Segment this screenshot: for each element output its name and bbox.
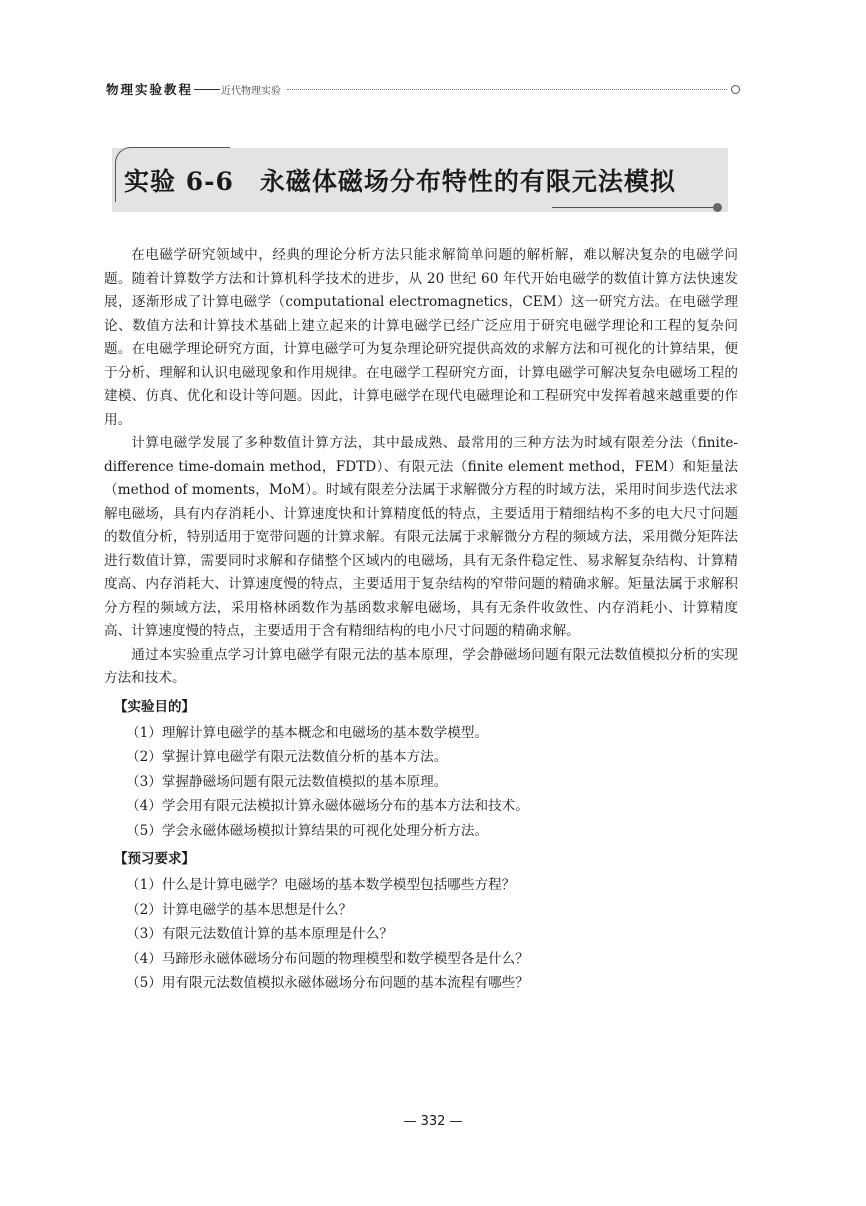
list-item: （1）理解计算电磁学的基本概念和电磁场的基本数学模型。: [126, 724, 489, 741]
preview-heading: 【预习要求】: [114, 851, 195, 867]
page-number: — 332 —: [403, 1114, 463, 1129]
header-dotted-rule: [287, 89, 727, 90]
list-item: （2）掌握计算电磁学有限元法数值分析的基本方法。: [126, 749, 448, 765]
list-item: （5）用有限元法数值模拟永磁体磁场分布问题的基本流程有哪些？: [126, 975, 529, 991]
objectives-list: [104, 721, 738, 844]
list-item: （3）掌握静磁场问题有限元法数值模拟的基本原理。: [126, 773, 448, 790]
banner-dot-ornament: [713, 203, 722, 212]
page-body: [104, 244, 738, 996]
list-item: （1）什么是计算电磁学？电磁场的基本数学模型包括哪些方程？: [126, 877, 516, 893]
list-item: （4）学会用有限元法模拟计算永磁体磁场分布的基本方法和技术。: [126, 798, 529, 814]
purpose-paragraph: 通过本实验重点学习计算电磁学有限元法的基本原理，学会静磁场问题有限元法数值模拟分析的实现方法和技术。: [104, 646, 738, 686]
experiment-number: 实验 6-6: [124, 167, 234, 196]
experiment-title: [124, 162, 676, 198]
header-ring-ornament: [731, 85, 740, 94]
banner-left-rule: [115, 162, 116, 202]
methods-paragraph: 计算电磁学发展了多种数值计算方法，其中最成熟、最常用的三种方法为时域有限差分法（finite-difference time-domain method，FDTD）、有限元法（finite element method，FEM）和矩量法（method of moments，MoM）。时域有限差分法属于求解微分方程的时域方法，采用时间步迭代法求解电磁场，具有内存消耗小、计算速度快和计算精度低的特点，主要适用于精细结构不多的电大尺寸问题的数值分析，特别适用于宽带问题的计算求解。有限元法属于求解微分方程的频域方法，采用微分矩阵法进行数值计算，需要同时求解和存储整个区域内的电磁场，具有无条件稳定性、易求解复杂结构、计算精度高、内存消耗大、计算速度慢的特点，主要适用于复杂结构的窄带问题的精确求解。矩量法属于求解积分方程的频域方法，采用格林函数作为基函数求解电磁场，具有无条件收敛性、内存消耗小、计算精度高、计算速度慢的特点，主要适用于含有精细结构的电小尺寸问题的精确求解。: [104, 435, 738, 639]
preview-list: [104, 873, 738, 996]
chapter-subtitle: 近代物理实验: [221, 85, 282, 97]
banner-top-rule: [130, 147, 230, 148]
experiment-name: 永磁体磁场分布特性的有限元法模拟: [259, 167, 676, 196]
running-header: [106, 80, 740, 98]
book-title: 物理实验教程: [106, 82, 194, 97]
experiment-title-banner: [112, 148, 728, 212]
intro-paragraph: 在电磁学研究领域中，经典的理论分析方法只能求解简单问题的解析解，难以解决复杂的电磁学问题。随着计算数学方法和计算机科学技术的进步，从 20 世纪 60 年代开始电磁学的数值计算方法快速发展，逐渐形成了计算电磁学（computational electromagnetics，CEM）这一研究方法。在电磁学理论、数值方法和计算技术基础上建立起来的计算电磁学已经广泛应用于研究电磁学理论和工程的复杂问题。在电磁学理论研究方面，计算电磁学可为复杂理论研究提供高效的求解方法和可视化的计算结果，便于分析、理解和认识电磁现象和作用规律。在电磁学工程研究方面，计算电磁学可解决复杂电磁场工程的建模、仿真、优化和设计等问题。因此，计算电磁学在现代电磁理论和工程研究中发挥着越来越重要的作用。: [104, 247, 738, 428]
list-item: （5）学会永磁体磁场模拟计算结果的可视化处理分析方法。: [126, 822, 489, 839]
list-item: （3）有限元法数值计算的基本原理是什么？: [126, 926, 393, 942]
banner-bottom-rule: [552, 207, 720, 208]
objectives-heading: 【实验目的】: [114, 698, 195, 715]
list-item: （2）计算电磁学的基本思想是什么？: [126, 901, 353, 918]
list-item: （4）马蹄形永磁体磁场分布问题的物理模型和数学模型各是什么？: [126, 950, 529, 967]
header-dash: [194, 89, 220, 90]
